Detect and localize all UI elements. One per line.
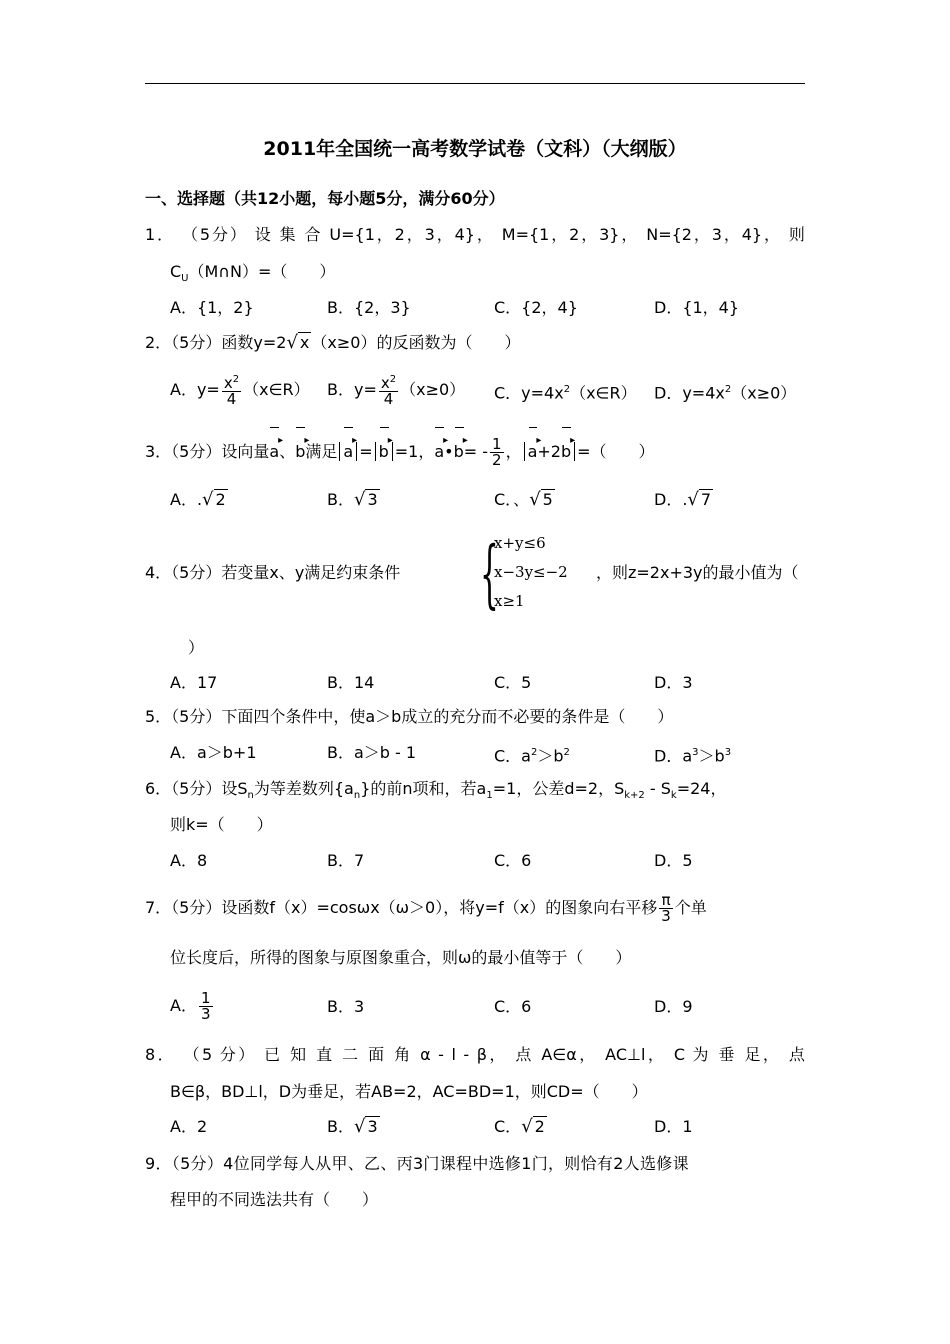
question-7: 7．（5分）设函数f（x）=cosωx（ω＞0），将y=f（x）的图象向右平移 $\frac{\pi}{3}$ 个单 [145,891,707,925]
q2-option-d: D．$y=4x^2(x\ge 0)$ [654,383,797,403]
exam-title: 2011年全国统一高考数学试卷（文科）（大纲版） [263,138,687,160]
fraction: $\frac{x^2}{4}$ [223,373,240,408]
q3-option-c: C．、√ 5 [494,489,553,510]
q5-option-d: D．$a^3>b^3$ [654,746,732,766]
fraction: $\frac{1}{3}$ [200,989,211,1023]
left-brace: { [480,531,499,617]
q6-option-a: A．8 [170,851,208,870]
fraction: $\frac{\pi}{3}$ [661,891,671,925]
question-1-cont: $C_U(M\cap N)=$（ ） [170,262,336,285]
q3-option-d: D．.√ 7 [654,489,712,510]
fraction: $\frac{1}{2}$ [492,435,502,469]
sqrt-sign: √ x [286,332,310,353]
q7-option-b: B．3 [327,997,365,1016]
q5-option-a: A．a＞b+1 [170,743,257,762]
q2-option-c: C．$y=4x^2(x\in R)$ [494,383,637,403]
question-4-tail: ，则z=2x+3y的最小值为（ [596,563,799,582]
q8-option-d: D．1 [654,1117,693,1136]
question-6: 6．（5分）设$S_n$为等差数列$\{a_n\}$的前n项和，若$a_1=1$，公差d=2，$S_{k+2} - S_k=24$， [145,779,727,802]
question-7-cont: 位长度后，所得的图象与原图象重合，则ω的最小值等于（ ） [170,948,632,967]
question-3: 3．（5分）设向量a ▸、b ▸满足 a ▸ = b ▸ =1，a ▸•b ▸= - $\frac{1}{2}$ ， a ▸+2b ▸ =（ ） [145,430,655,474]
q8-option-a: A．2 [170,1117,208,1136]
sqrt-sign: √ 7 [687,489,712,510]
sqrt-sign: √ 2 [521,1116,545,1137]
question-8-cont: B∈β，BD⊥l，D为垂足，若AB=2，AC=BD=1，则CD=（ ） [170,1082,648,1101]
q3-option-a: A．.√ 2 [170,489,226,510]
q1-option-d: D．{1，4} [654,298,740,317]
question-4-close: ） [188,638,205,657]
q4-option-c: C．5 [494,673,532,692]
q2-option-a: A．y= $\frac{x^2}{4}$ （x∈R） [170,373,310,408]
q4-option-b: B．14 [327,673,375,692]
constraint-system: { x+y≤6 x−3y≤−2 x≥1 [480,531,568,617]
section-heading: 一、选择题（共12小题，每小题5分，满分60分） [145,189,505,208]
q1-option-c: C．{2，4} [494,298,578,317]
question-9-cont: 程甲的不同选法共有（ ） [170,1190,379,1209]
question-4: 4．（5分）若变量x、y满足约束条件 [145,563,401,582]
q7-option-c: C．6 [494,997,532,1016]
question-9: 9．（5分）4位同学每人从甲、乙、丙3门课程中选修1门，则恰有2人选修课 [145,1154,689,1173]
question-5: 5．（5分）下面四个条件中，使a＞b成立的充分而不必要的条件是（ ） [145,707,674,726]
fraction: $\frac{x^2}{4}$ [380,373,397,408]
q4-option-d: D．3 [654,673,693,692]
question-1: 1． （5分） 设 集 合 U={1，2，3，4}， M={1，2，3}， N={2，3，4}， 则 [145,225,805,244]
question-8: 8． （5 分） 已 知 直 二 面 角 α - l - β， 点 A∈α， AC⊥l， C 为 垂 足， 点 [145,1045,805,1064]
sqrt-sign: √ 3 [353,1116,378,1137]
q4-option-a: A．17 [170,673,218,692]
q5-option-c: C．$a^2>b^2$ [494,746,570,766]
sqrt-sign: √ 5 [529,489,553,510]
q7-option-a: A． $\frac{1}{3}$ [170,989,211,1023]
q5-option-b: B．a＞b - 1 [327,743,417,762]
q6-option-d: D．5 [654,851,693,870]
q3-option-b: B．√ 3 [327,489,378,510]
sqrt-sign: √ 2 [202,489,226,510]
q8-option-c: C．√ 2 [494,1116,545,1137]
q7-option-d: D．9 [654,997,693,1016]
header-rule [145,83,805,84]
q2-option-b: B．y= $\frac{x^2}{4}$ （x≥0） [327,373,466,408]
q1-option-a: A．{1，2} [170,298,254,317]
q1-option-b: B．{2，3} [327,298,411,317]
q8-option-b: B．√ 3 [327,1116,378,1137]
question-6-cont: 则k=（ ） [170,815,273,834]
q6-option-c: C．6 [494,851,532,870]
sqrt-sign: √ 3 [353,489,378,510]
q6-option-b: B．7 [327,851,365,870]
question-2: 2．（5分）函数y=2√ x （x≥0）的反函数为（ ） [145,332,521,353]
